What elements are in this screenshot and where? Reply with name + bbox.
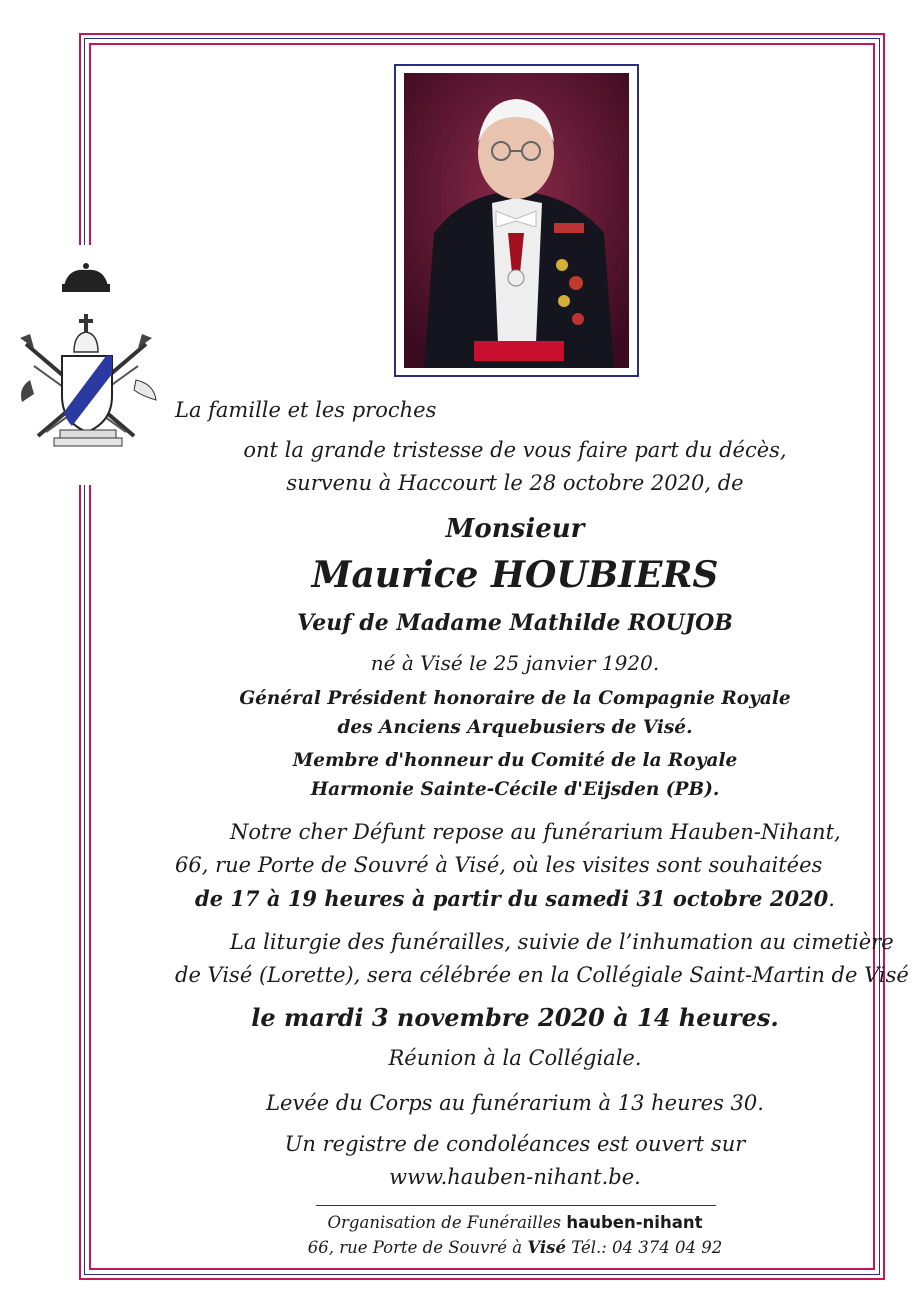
footer-org-prefix: Organisation de Funérailles: [327, 1213, 562, 1232]
honor-line-1: Général Président honoraire de la Compagnie Royale: [239, 688, 791, 709]
footer-phone: Tél.: 04 374 04 92: [571, 1238, 723, 1257]
visitation-hours-text: de 17 à 19 heures à partir du samedi 31 octobre 2020: [195, 886, 829, 911]
footer-brand: hauben-nihant: [566, 1213, 703, 1232]
ceremony-register: Un registre de condoléances est ouvert sur: [284, 1132, 746, 1156]
coat-of-arms-icon: [16, 256, 162, 452]
honor-line-2: des Anciens Arquebusiers de Visé.: [337, 717, 693, 738]
condolence-website-link[interactable]: www.hauben-nihant.be.: [389, 1165, 641, 1189]
intro-line-2: ont la grande tristesse de vous faire part du décès,: [243, 438, 787, 462]
crown-icon: [62, 263, 110, 292]
ceremony-line-1: La liturgie des funérailles, suivie de l’inhumation au cimetière: [230, 930, 894, 954]
footer-address-street: 66, rue Porte de Souvré à: [307, 1238, 523, 1257]
deceased-title: Monsieur: [445, 514, 585, 544]
deceased-name: Maurice HOUBIERS: [311, 554, 719, 596]
ceremony-date: le mardi 3 novembre 2020 à 14 heures.: [251, 1003, 779, 1032]
footer-address: [80, 1238, 918, 1257]
intro-line-1: La famille et les proches: [175, 398, 437, 422]
ceremony-levee: Levée du Corps au funérarium à 13 heures 30.: [266, 1091, 764, 1115]
footer-divider: [316, 1205, 716, 1206]
visitation-line-2: 66, rue Porte de Souvré à Visé, où les visites sont souhaitées: [175, 853, 823, 877]
intro-line-3: survenu à Haccourt le 28 octobre 2020, de: [286, 471, 744, 495]
honor-line-3: Membre d'honneur du Comité de la Royale: [292, 750, 738, 771]
visitation-line-1: Notre cher Défunt repose au funérarium Hauben-Nihant,: [230, 820, 841, 844]
visitation-hours-end: .: [828, 887, 835, 911]
ceremony-meeting: Réunion à la Collégiale.: [388, 1046, 642, 1070]
portrait-frame: [394, 64, 639, 377]
deceased-birth: né à Visé le 25 janvier 1920.: [370, 651, 660, 675]
ceremony-line-2: de Visé (Lorette), sera célébrée en la Collégiale Saint-Martin de Visé: [175, 963, 909, 987]
footer-organisation: [80, 1213, 918, 1232]
portrait-photo: [404, 73, 629, 368]
visitation-hours: [80, 886, 918, 911]
honor-line-4: Harmonie Sainte-Cécile d'Eijsden (PB).: [310, 779, 720, 800]
deceased-spouse: Veuf de Madame Mathilde ROUJOB: [297, 610, 733, 636]
footer-address-city: Visé: [527, 1238, 566, 1257]
